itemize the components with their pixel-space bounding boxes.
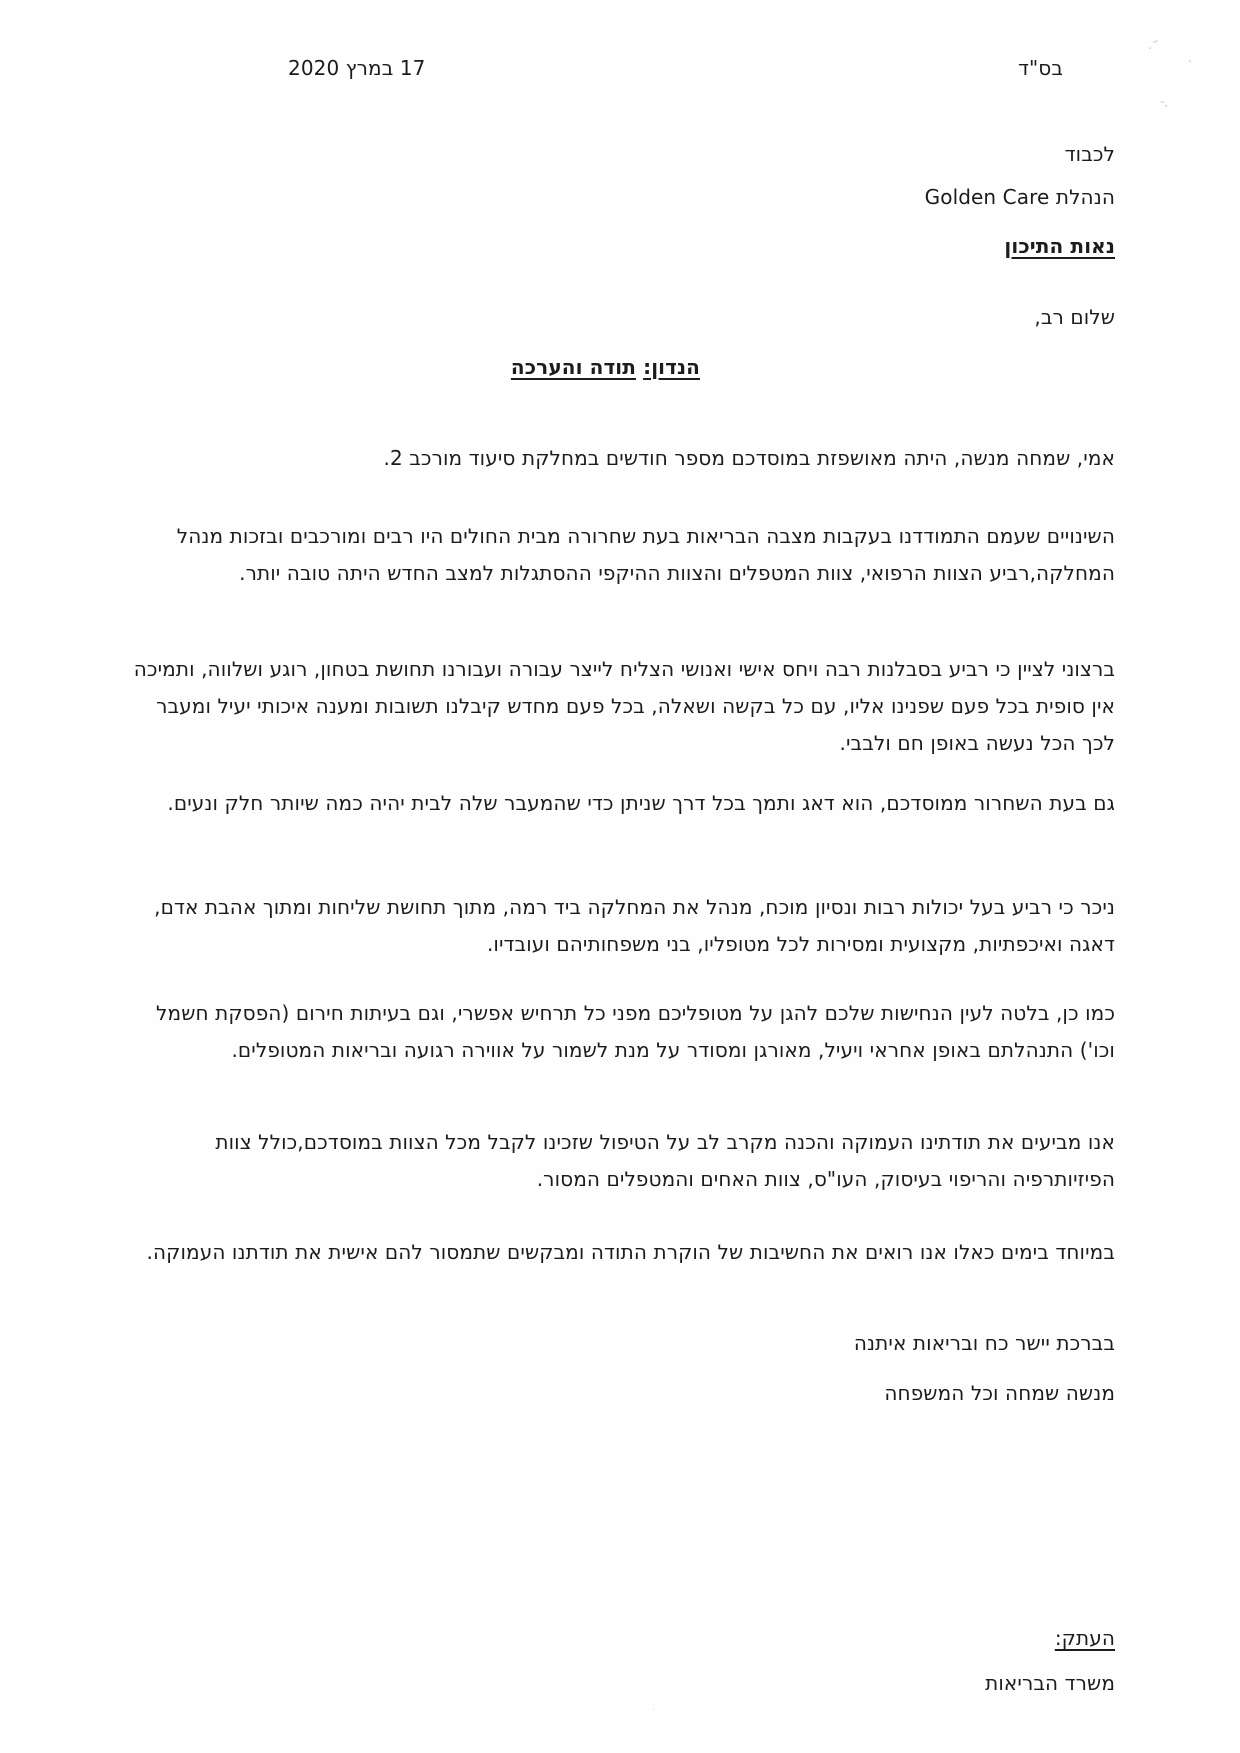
scan-artifact: · (1188, 55, 1193, 70)
letter-paragraph: גם בעת השחרור ממוסדכם, הוא דאג ותמך בכל דרך שניתן כדי שהמעבר שלה לבית יהיה כמה שיותר חלק ונעים. (167, 791, 1115, 815)
letter-paragraph: במיוחד בימים כאלו אנו רואים את החשיבות של הוקרת התודה ומבקשים שתמסור להם אישית את תודתנו העמוקה. (146, 1240, 1115, 1264)
letter-date: 17 במרץ 2020 (288, 56, 426, 80)
greeting: שלום רב, (1034, 305, 1115, 329)
subject-line (511, 349, 700, 386)
letter-paragraph: אנו מביעים את תודתינו העמוקה והכנה מקרב לב על הטיפול שזכינו לקבל מכל הצוות במוסדכם,כולל צוות הפיזיותרפיה והריפוי בעיסוק, העו"ס, צוות האחים והמטפלים המסור. (215, 1130, 1115, 1191)
subject-title: תודה והערכה (510, 355, 637, 379)
recipient-salutation: לכבוד (1064, 142, 1115, 166)
copy-label: העתק: (1054, 1626, 1115, 1650)
scan-artifact: .- (1158, 94, 1171, 111)
copy-recipient: משרד הבריאות (985, 1671, 1115, 1695)
recipient-organization: הנהלת Golden Care (924, 185, 1115, 209)
closing-signature: מנשה שמחה וכל המשפחה (884, 1381, 1115, 1405)
letter-paragraph: כמו כן, בלטה לעין הנחישות שלכם להגן על מטופליכם מפני כל תרחיש אפשרי, וגם בעיתות חירום (הפסקת חשמל וכו') התנהלתם באופן אחראי ויעיל, מאורגן ומסודר על מנת לשמור על אווירה רגועה ובריאות המטופלים. (156, 1001, 1115, 1062)
letter-paragraph: ברצוני לציין כי רביע בסבלנות רבה ויחס אישי ואנושי הצליח לייצר עבורה ועבורנו תחושת בטחון, רוגע ושלווה, ותמיכה אין סופית בכל פעם שפנינו אליו, עם כל בקשה ושאלה, בכל פעם מחדש קיבלנו תשובות ומענה איכותי יעיל ומעבר לכך הכל נעשה באופן חם ולבבי. (133, 657, 1115, 755)
letter-paragraph: השינויים שעמם התמודדנו בעקבות מצבה הבריאות בעת שחרורה מבית החולים היו רבים ומורכבים ובזכות מנהל המחלקה,רביע הצוות הרפואי, צוות המטפלים והצוות ההיקפי ההסתגלות למצב החדש היתה טובה יותר. (176, 524, 1115, 585)
scan-artifact: ˜· (1146, 38, 1165, 57)
closing-blessing: בברכת יישר כח ובריאות איתנה (853, 1331, 1115, 1355)
subject-label: הנדון: (643, 355, 700, 379)
letter-paragraph: ניכר כי רביע בעל יכולות רבות ונסיון מוכח, מנהל את המחלקה ביד רמה, מתוך תחושת שליחות ומתוך אהבת אדם, דאגה ואיכפתיות, מקצועית ומסירות לכל מטופליו, בני משפחותיהם ועובדיו. (154, 895, 1115, 956)
bsd-notation: בס"ד (1017, 56, 1063, 80)
letter-paragraph: אמי, שמחה מנשה, היתה מאושפזת במוסדכם מספר חודשים במחלקת סיעוד מורכב 2. (383, 446, 1115, 470)
recipient-facility-name: נאות התיכון (1004, 234, 1115, 258)
scan-artifact: · (652, 1705, 656, 1716)
